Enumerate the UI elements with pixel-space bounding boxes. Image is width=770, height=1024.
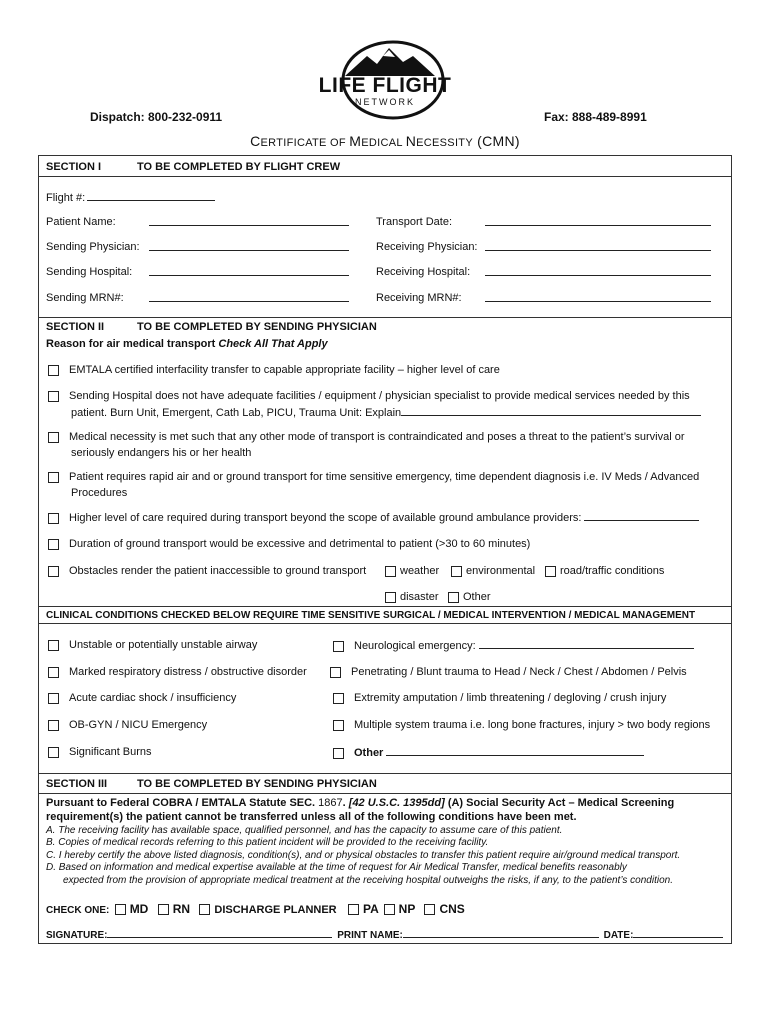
clinical-trauma[interactable]: Penetrating / Blunt trauma to Head / Neck / Chest / Abdomen / Pelvis — [330, 666, 687, 678]
checkbox[interactable] — [333, 720, 344, 731]
sending-hospital-label: Sending Hospital: — [46, 266, 133, 278]
receiving-mrn-field[interactable] — [485, 292, 711, 305]
pa-checkbox[interactable] — [348, 904, 359, 915]
clinical-other[interactable]: Other — [333, 746, 644, 759]
check-one-row: CHECK ONE: MD RN DISCHARGE PLANNER PA NP CNS — [46, 902, 465, 916]
clinical-neurological[interactable]: Neurological emergency: — [333, 639, 694, 652]
clinical-airway[interactable]: Unstable or potentially unstable airway — [48, 639, 257, 651]
sending-physician-label: Sending Physician: — [46, 241, 140, 253]
checkbox[interactable] — [451, 566, 462, 577]
clinical-respiratory[interactable]: Marked respiratory distress / obstructive disorder — [48, 666, 307, 678]
checkbox[interactable] — [333, 693, 344, 704]
clinical-burns[interactable]: Significant Burns — [48, 746, 152, 758]
obstacle-weather[interactable]: weather — [385, 565, 439, 577]
transport-date-field[interactable] — [485, 216, 711, 229]
checkbox[interactable] — [48, 472, 59, 483]
discharge-planner-checkbox[interactable] — [199, 904, 210, 915]
transport-date-label: Transport Date: — [376, 216, 453, 228]
condition-c: C. I hereby certify the above listed diagnosis, condition(s), and or physical obstacles to transfer this patient require air/ground medical transport. — [46, 850, 681, 861]
obstacle-environmental[interactable]: environmental — [451, 565, 535, 577]
condition-d-line2: expected from the provision of appropriate medical treatment at the receiving hospital outweighs the risks, if any, to the patient’s condition. — [63, 875, 673, 886]
reason-higher-level-care[interactable]: Higher level of care required during transport beyond the scope of available ground ambulance providers: — [48, 511, 699, 524]
section-2-label: SECTION II — [46, 321, 105, 333]
reason-medical-necessity[interactable]: Medical necessity is met such that any other mode of transport is contraindicated and poses a threat to the patient’s survival or — [48, 431, 685, 443]
clinical-cardiac[interactable]: Acute cardiac shock / insufficiency — [48, 692, 236, 704]
checkbox[interactable] — [545, 566, 556, 577]
cobra-statement: Pursuant to Federal COBRA / EMTALA Statute SEC. 1867. [42 U.S.C. 1395dd] (A) Social Security Act – Medical Screening — [46, 797, 675, 809]
condition-d: D. Based on information and medical expertise available at the time of request for Air Medical Transfer, medical benefits reasonably — [46, 862, 627, 873]
np-checkbox[interactable] — [384, 904, 395, 915]
reason-inadequate-line2: patient. Burn Unit, Emergent, Cath Lab, PICU, Trauma Unit: Explain — [71, 406, 701, 419]
life-flight-logo — [305, 38, 465, 120]
section-2-desc: TO BE COMPLETED BY SENDING PHYSICIAN — [137, 321, 377, 333]
section-divider — [39, 316, 731, 318]
dispatch-number: Dispatch: 800-232-0911 — [90, 110, 223, 124]
obstacle-other[interactable]: Other — [448, 591, 491, 603]
reason-label: Reason for air medical transport Check All That Apply — [46, 338, 328, 350]
checkbox[interactable] — [48, 391, 59, 402]
section-3-underline — [39, 792, 731, 794]
logo-title: LIFE FLIGHT — [318, 74, 452, 97]
sending-mrn-field[interactable] — [149, 292, 349, 305]
reason-duration[interactable]: Duration of ground transport would be excessive and detrimental to patient (>30 to 60 minutes) — [48, 538, 530, 550]
checkbox[interactable] — [448, 592, 459, 603]
form-title: CERTIFICATE OF MEDICAL NECESSITY (CMN) — [250, 133, 520, 149]
reason-inadequate-facilities[interactable]: Sending Hospital does not have adequate facilities / equipment / physician specialist to provide medical services needed by this — [48, 390, 690, 402]
section-3-desc: TO BE COMPLETED BY SENDING PHYSICIAN — [137, 778, 377, 790]
checkbox[interactable] — [48, 539, 59, 550]
form-frame — [38, 155, 732, 944]
flight-field[interactable]: Flight #: — [46, 191, 215, 204]
reason-emtala[interactable]: EMTALA certified interfacility transfer to capable appropriate facility – higher level of care — [48, 364, 500, 376]
reason-obstacles[interactable]: Obstacles render the patient inaccessible to ground transport — [48, 565, 366, 577]
checkbox[interactable] — [385, 592, 396, 603]
cobra-statement-line2: requirement(s) the patient cannot be transferred unless all of the following conditions have been met. — [46, 811, 577, 823]
sending-mrn-label: Sending MRN#: — [46, 292, 124, 304]
logo-subtitle: NETWORK — [355, 97, 415, 107]
reason-medical-necessity-line2: seriously endangers his or her health — [71, 447, 252, 459]
checkbox[interactable] — [330, 667, 341, 678]
clinical-conditions-header: CLINICAL CONDITIONS CHECKED BELOW REQUIRE TIME SENSITIVE SURGICAL / MEDICAL INTERVENTION / MEDICAL MANAGEMENT — [39, 606, 731, 624]
fax-number: Fax: 888-489-8991 — [544, 110, 647, 124]
receiving-hospital-label: Receiving Hospital: — [376, 266, 471, 278]
section-3-label: SECTION III — [46, 778, 108, 790]
checkbox[interactable] — [48, 747, 59, 758]
receiving-mrn-label: Receiving MRN#: — [376, 292, 462, 304]
patient-name-field[interactable] — [149, 216, 349, 229]
signature-field[interactable] — [107, 928, 332, 938]
checkbox[interactable] — [48, 513, 59, 524]
clinical-amputation[interactable]: Extremity amputation / limb threatening / degloving / crush injury — [333, 692, 666, 704]
checkbox[interactable] — [333, 641, 344, 652]
section-divider-3 — [39, 772, 731, 774]
reason-rapid-transport-line2: Procedures — [71, 487, 128, 499]
signature-row: SIGNATURE: PRINT NAME: DATE: — [46, 928, 723, 941]
reason-rapid-transport[interactable]: Patient requires rapid air and or ground transport for time sensitive emergency, time dependent diagnosis i.e. IV Meds / Advanced — [48, 471, 699, 483]
patient-name-label: Patient Name: — [46, 216, 116, 228]
checkbox[interactable] — [48, 640, 59, 651]
receiving-physician-field[interactable] — [485, 241, 711, 254]
checkbox[interactable] — [385, 566, 396, 577]
checkbox[interactable] — [48, 720, 59, 731]
cns-checkbox[interactable] — [424, 904, 435, 915]
section-1-header: SECTION I TO BE COMPLETED BY FLIGHT CREW — [39, 156, 731, 177]
checkbox[interactable] — [48, 693, 59, 704]
condition-a: A. The receiving facility has available space, qualified personnel, and has the capacity to assume care of this patient. — [46, 825, 563, 836]
receiving-hospital-field[interactable] — [485, 266, 711, 279]
clinical-multiple-trauma[interactable]: Multiple system trauma i.e. long bone fractures, injury > two body regions — [333, 719, 710, 731]
clinical-obgyn[interactable]: OB-GYN / NICU Emergency — [48, 719, 207, 731]
checkbox[interactable] — [333, 748, 344, 759]
sending-physician-field[interactable] — [149, 241, 349, 254]
checkbox[interactable] — [48, 566, 59, 577]
print-name-field[interactable] — [403, 928, 599, 938]
date-field[interactable] — [633, 928, 723, 938]
obstacle-disaster[interactable]: disaster — [385, 591, 439, 603]
checkbox[interactable] — [48, 432, 59, 443]
condition-b: B. Copies of medical records referring to this patient incident will be provided to the receiving facility. — [46, 837, 489, 848]
checkbox[interactable] — [48, 667, 59, 678]
checkbox[interactable] — [48, 365, 59, 376]
obstacle-road-traffic[interactable]: road/traffic conditions — [545, 565, 664, 577]
sending-hospital-field[interactable] — [149, 266, 349, 279]
rn-checkbox[interactable] — [158, 904, 169, 915]
receiving-physician-label: Receiving Physician: — [376, 241, 478, 253]
md-checkbox[interactable] — [115, 904, 126, 915]
